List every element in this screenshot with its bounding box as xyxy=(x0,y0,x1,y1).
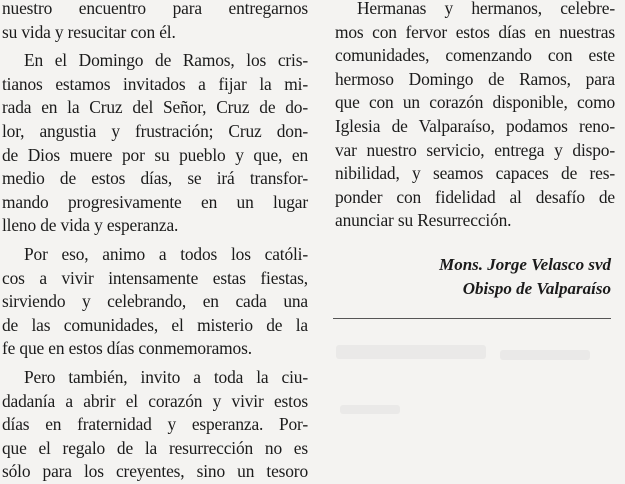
text-line: sirviendo y celebrando, en cada una xyxy=(2,291,308,312)
signature-role: Obispo de Valparaíso xyxy=(462,279,611,298)
text-line: lleno de vida y esperanza. xyxy=(2,215,179,236)
column-end-rule xyxy=(333,318,611,319)
text-line: var nuestro servicio, entrega y dispo- xyxy=(335,139,615,160)
text-line: Iglesia de Valparaíso, podamos reno- xyxy=(335,115,615,136)
text-line: nuestro encuentro para entregarnos xyxy=(2,0,308,18)
signature-name: Mons. Jorge Velasco svd xyxy=(439,255,611,274)
text-line: que con un corazón disponible, como xyxy=(335,92,615,113)
text-line: ponder con fidelidad al desafío de xyxy=(335,186,615,207)
text-line: Hermanas y hermanos, celebre- xyxy=(357,0,615,18)
text-line: dadanía a abrir el corazón y vivir estos xyxy=(2,390,308,411)
text-line: comunidades, comenzando con este xyxy=(335,45,615,66)
text-line: de las comunidades, el misterio de la xyxy=(2,314,308,335)
text-line: En el Domingo de Ramos, los cris- xyxy=(24,50,308,71)
text-line: medio de estos días, se irá transfor- xyxy=(2,168,308,189)
text-line: Pero también, invito a toda la ciu- xyxy=(24,366,308,387)
text-line: lor, angustia y frustración; Cruz don- xyxy=(2,120,308,141)
text-line: su vida y resucitar con él. xyxy=(2,21,176,42)
text-line: mos con fervor estos días en nuestras xyxy=(335,21,615,42)
text-line: que el regalo de la resurrección no es xyxy=(2,437,308,458)
text-line: fe que en estos días conmemoramos. xyxy=(2,338,252,359)
text-line: mando progresivamente en un lugar xyxy=(2,191,308,212)
text-line: cos a vivir intensamente estas fiestas, xyxy=(2,267,308,288)
article-right-column xyxy=(335,0,615,233)
text-line: Por eso, animo a todos los católi- xyxy=(24,243,308,264)
text-line: rada en la Cruz del Señor, Cruz de do- xyxy=(2,97,308,118)
show-through-smudge xyxy=(500,350,590,360)
text-line: sólo para los creyentes, sino un tesoro xyxy=(2,461,308,482)
text-line: hermoso Domingo de Ramos, para xyxy=(335,68,615,89)
text-line: nibilidad, y seamos capaces de res- xyxy=(335,163,615,184)
text-line: anunciar su Resurrección. xyxy=(335,210,512,231)
show-through-smudge xyxy=(336,345,486,359)
article-left-column xyxy=(2,0,308,484)
show-through-smudge xyxy=(340,405,400,414)
text-line: tianos estamos invitados a fijar la mi- xyxy=(2,73,308,94)
text-line: de Dios muere por su pueblo y que, en xyxy=(2,144,308,165)
text-line: días en fraternidad y esperanza. Por- xyxy=(2,414,308,435)
